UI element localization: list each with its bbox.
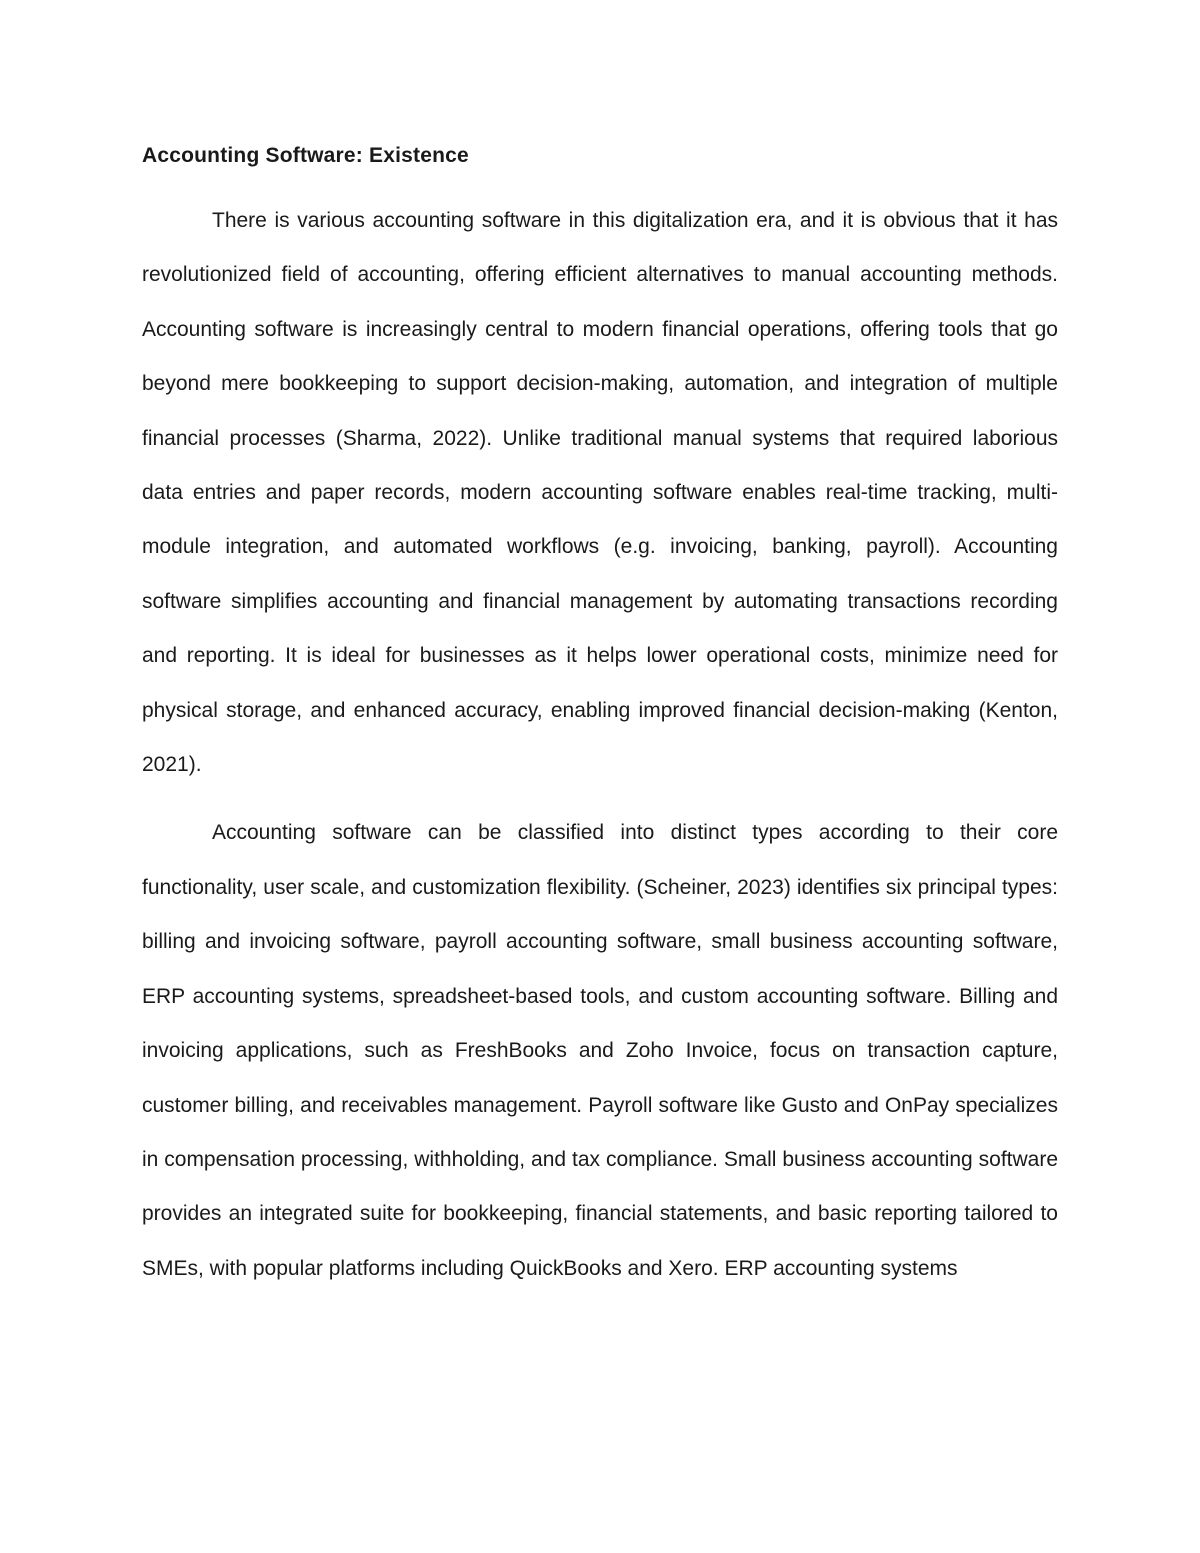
paragraph-1: There is various accounting software in this digitalization era, and it is obvious that it has revolutionized field of accounting, offering efficient alternatives to manual accounting methods. Accounting software is increasingly central to modern financial operations, offering tools that go beyond mere bookkeeping to support decision-making, automation, and integration of multiple financial processes (Sharma, 2022). Unlike traditional manual systems that required laborious data entries and paper records, modern accounting software enables real-time tracking, multi-module integration, and automated workflows (e.g. invoicing, banking, payroll). Accounting software simplifies accounting and financial management by automating transactions recording and reporting. It is ideal for businesses as it helps lower operational costs, minimize need for physical storage, and enhanced accuracy, enabling improved financial decision-making (Kenton, 2021).: [142, 209, 1058, 777]
document-body: [142, 140, 1058, 1310]
paragraph-2: Accounting software can be classified into distinct types according to their core functionality, user scale, and customization flexibility. (Scheiner, 2023) identifies six principal types: billing and invoicing software, payroll accounting software, small business accounting software, ERP accounting systems, spreadsheet-based tools, and custom accounting software. Billing and invoicing applications, such as FreshBooks and Zoho Invoice, focus on transaction capture, customer billing, and receivables management. Payroll software like Gusto and OnPay specializes in compensation processing, withholding, and tax compliance. Small business accounting software provides an integrated suite for bookkeeping, financial statements, and basic reporting tailored to SMEs, with popular platforms including QuickBooks and Xero. ERP accounting systems: [142, 821, 1058, 1280]
section-heading: Accounting Software: Existence: [142, 144, 469, 167]
